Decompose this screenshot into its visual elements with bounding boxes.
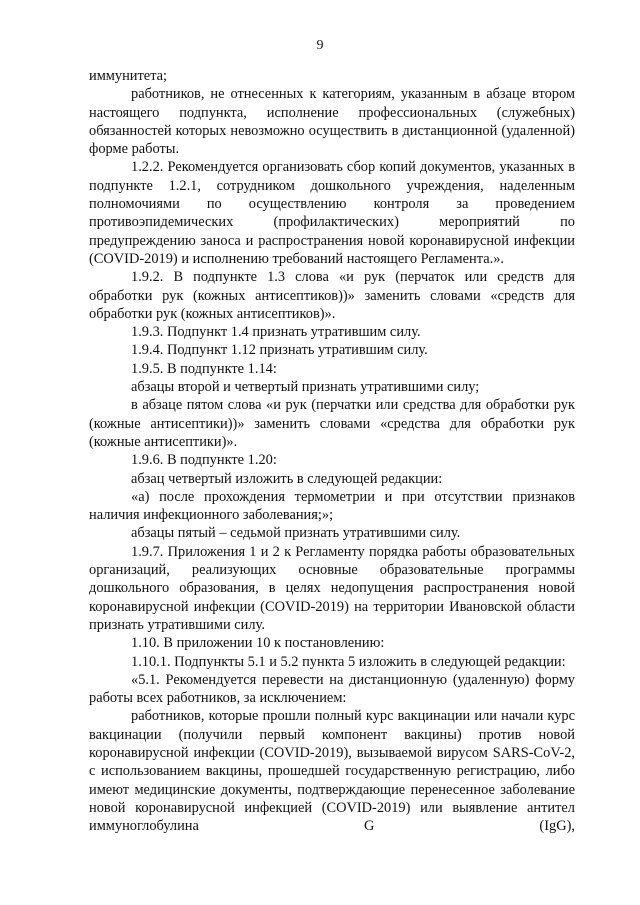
paragraph: 1.9.5. В подпункте 1.14: [131,360,277,377]
document-body [89,67,575,835]
paragraph: работников, которые прошли полный курс вакцинации или начали курс вакцинации (получили первый компонент вакцины) против новой коронавирусной инфекции (COVID-2019), вызываемой вирусом SARS-CoV-2, с использованием вакцины, прошедшей государственную регистрацию, либо имеют медицинские документы, подтверждающие перенесенное заболевание новой коронавирусной инфекцией (COVID-2019) или выявление антител иммуноглобулина G (IgG), [89,708,575,835]
paragraph: «5.1. Рекомендуется перевести на дистанционную (удаленную) форму работы всех работников, за исключением: [89,671,575,707]
paragraph: «а) после прохождения термометрии и при отсутствии признаков наличия инфекционного заболевания;»; [89,488,575,524]
paragraph: 1.9.2. В подпункте 1.3 слова «и рук (перчаток или средств для обработки рук (кожных антисептиков))» заменить словами «средств для обработки рук (кожных антисептиков)». [89,269,575,322]
paragraph: 1.9.7. Приложения 1 и 2 к Регламенту порядка работы образовательных организаций, реализующих основные образовательные программы дошкольного образования, в целях недопущения распространения новой коронавирусной инфекции (COVID-2019) на территории Ивановской области признать утратившими силу. [89,543,575,633]
paragraph: 1.9.3. Подпункт 1.4 признать утратившим силу. [131,324,421,341]
paragraph: 1.9.4. Подпункт 1.12 признать утратившим силу. [131,342,428,359]
paragraph: в абзаце пятом слова «и рук (перчатки или средства для обработки рук (кожные антисептики))» заменить словами «средства для обработки рук (кожные антисептики)». [89,397,575,450]
paragraph: абзац четвертый изложить в следующей редакции: [131,470,443,487]
paragraph: иммунитета; [89,68,168,84]
paragraph: 1.9.6. В подпункте 1.20: [131,452,277,469]
paragraph: 1.10. В приложении 10 к постановлению: [131,635,385,652]
page-number: 9 [316,38,324,53]
paragraph: абзацы пятый – седьмой признать утратившими силу. [131,525,461,542]
paragraph: абзацы второй и четвертый признать утратившими силу; [131,379,480,396]
paragraph: работников, не отнесенных к категориям, указанным в абзаце втором настоящего подпункта, исполнение профессиональных (служебных) обязанностей которых невозможно осуществить в дистанционной (удаленной) форме работы. [89,86,575,158]
paragraph: 1.2.2. Рекомендуется организовать сбор копий документов, указанных в подпункте 1.2.1, сотрудником дошкольного учреждения, наделенным полномочиями по осуществлению контроля за проведением противоэпидемических (профилактических) мероприятий по предупреждению заноса и распространения новой коронавирусной инфекции (COVID-2019) и исполнению требований настоящего Регламента.». [89,159,575,267]
paragraph: 1.10.1. Подпункты 5.1 и 5.2 пункта 5 изложить в следующей редакции: [131,653,566,670]
